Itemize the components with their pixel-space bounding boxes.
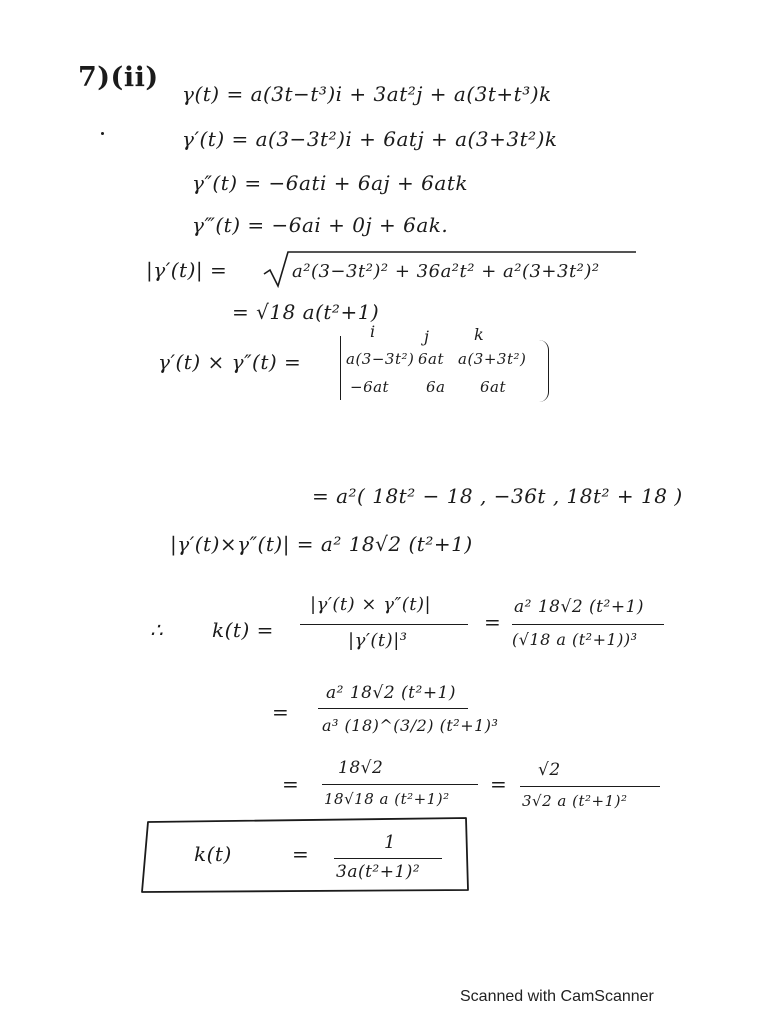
step3-denominator: 18√18 a (t²+1)²	[324, 790, 450, 808]
therefore-symbol: ∴	[150, 618, 164, 642]
matrix-right-bar	[538, 340, 549, 402]
step3-numerator2: √2	[538, 760, 561, 780]
step3-bar	[322, 784, 478, 785]
final-eq: =	[292, 842, 310, 866]
step3-numerator: 18√2	[338, 758, 384, 778]
curvature-frac2-bar	[512, 624, 664, 625]
final-denominator: 3a(t²+1)²	[336, 862, 421, 882]
cross-product-result: = a²( 18t² − 18 , −36t , 18t² + 18 )	[312, 484, 683, 508]
third-derivative-line: γ‴(t) = −6ai + 0j + 6ak.	[192, 213, 449, 237]
matrix-row1-col1: a(3−3t²)	[346, 350, 415, 368]
curvature-frac1-denominator: |γ′(t)|³	[348, 630, 408, 651]
curvature-frac2-denominator: (√18 a (t²+1))³	[512, 630, 638, 649]
speed-result: = √18 a(t²+1)	[232, 300, 380, 324]
matrix-left-bar	[340, 336, 341, 400]
step2-bar	[318, 708, 468, 709]
step3-bar2	[520, 786, 660, 787]
position-vector-line: γ(t) = a(3t−t³)i + 3at²j + a(3t+t³)k	[182, 82, 552, 106]
speed-radicand: a²(3−3t²)² + 36a²t² + a²(3+3t²)²	[292, 261, 600, 282]
camscanner-watermark: Scanned with CamScanner	[460, 988, 654, 1005]
curvature-frac1-numerator: |γ′(t) × γ″(t)|	[310, 594, 432, 615]
step3-denominator2: 3√2 a (t²+1)²	[522, 792, 628, 810]
curvature-frac2-numerator: a² 18√2 (t²+1)	[514, 597, 645, 617]
cross-product-lhs: γ′(t) × γ″(t) =	[158, 350, 302, 374]
final-lhs: k(t)	[194, 842, 232, 866]
matrix-row2-col1: −6at	[350, 378, 390, 396]
stray-dot	[101, 132, 104, 135]
matrix-header-j: j	[424, 327, 430, 346]
cross-product-magnitude: |γ′(t)×γ″(t)| = a² 18√2 (t²+1)	[170, 532, 473, 556]
problem-label: 7)(ii)	[78, 62, 159, 93]
final-numerator: 1	[384, 832, 396, 853]
curvature-frac1-bar	[300, 624, 468, 625]
speed-lhs: |γ′(t)| =	[146, 258, 228, 282]
matrix-row1-col2: 6at	[418, 350, 445, 368]
curvature-eq-1: =	[484, 610, 502, 634]
second-derivative-line: γ″(t) = −6ati + 6aj + 6atk	[192, 171, 468, 195]
step3-eq2: =	[490, 772, 508, 796]
first-derivative-line: γ′(t) = a(3−3t²)i + 6atj + a(3+3t²)k	[182, 127, 558, 151]
matrix-row2-col2: 6a	[426, 378, 446, 396]
final-bar	[334, 858, 442, 859]
step3-eq: =	[282, 772, 300, 796]
matrix-row1-col3: a(3+3t²)	[458, 350, 527, 368]
step2-denominator: a³ (18)^(3/2) (t²+1)³	[322, 716, 499, 735]
matrix-row2-col3: 6at	[480, 378, 507, 396]
matrix-header-i: i	[370, 322, 376, 341]
curvature-lhs: k(t) =	[212, 618, 274, 642]
matrix-header-k: k	[474, 325, 485, 344]
step2-eq: =	[272, 700, 290, 724]
step2-numerator: a² 18√2 (t²+1)	[326, 683, 457, 703]
